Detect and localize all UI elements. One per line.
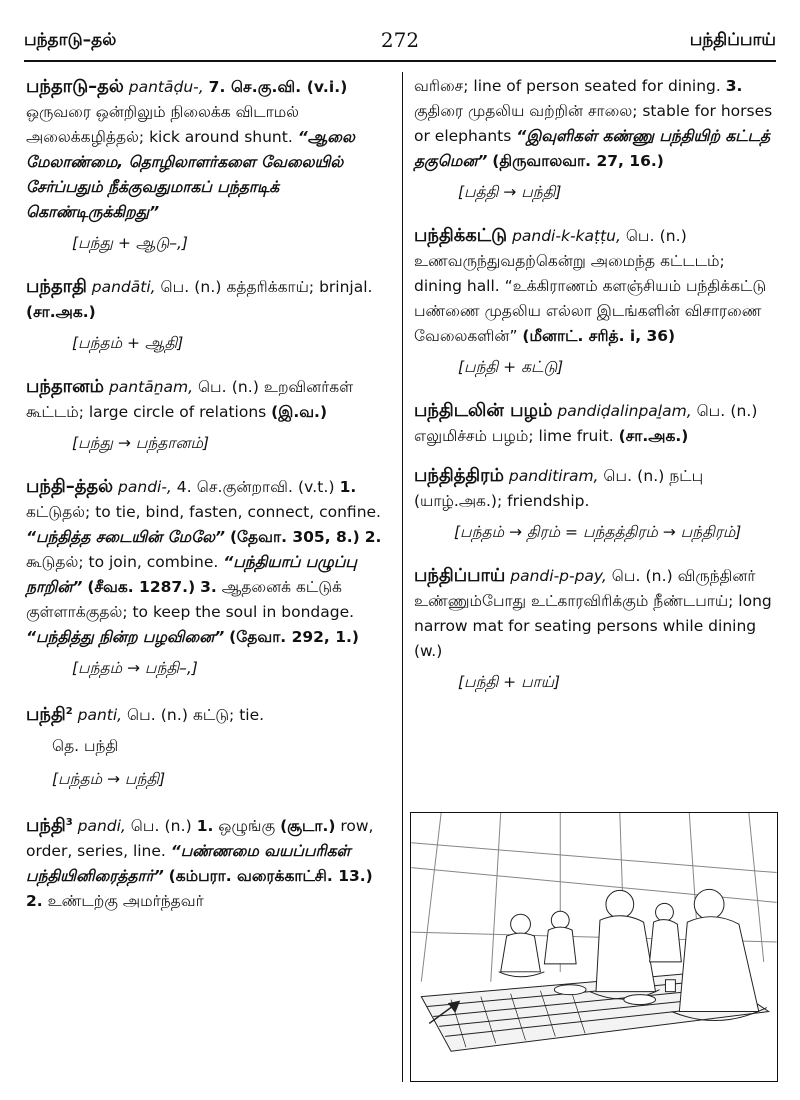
transliteration: pandi-p-pay, <box>510 567 607 585</box>
sense-tamil: ஒழுங்கு <box>218 817 276 836</box>
source-ref: (தேவா. 292, 1.) <box>229 628 359 646</box>
entry-panti-2 <box>26 699 390 792</box>
etymology: [பந்தி + கட்டு] <box>458 358 564 376</box>
sense-english: to keep the soul in bondage. <box>132 603 355 621</box>
seated-person-4 <box>650 903 682 962</box>
definition-tamil: கட்டு; <box>192 706 235 725</box>
dining-mat-illustration <box>410 812 778 1082</box>
source-ref: (w.) <box>414 642 443 660</box>
transliteration: pandi-k-kaṭṭu, <box>512 227 621 245</box>
sense-english: to tie, bind, fasten, connect, confine. <box>95 503 381 521</box>
header-right-guideword: பந்திப்பாய் <box>689 30 776 50</box>
dining-scene-drawing <box>411 813 777 1081</box>
transliteration: pandāti, <box>91 278 156 296</box>
headword: பந்தித்திரம் <box>414 465 504 486</box>
definition-tamil: உறவினர்கள் கூட்டம்; <box>26 378 354 421</box>
header-rule <box>24 60 776 62</box>
entry-pandati <box>26 274 390 356</box>
part-of-speech: 4. செ.குன்றாவி. (v.t.) <box>176 478 335 496</box>
transliteration: pantāḍu-, <box>128 78 204 96</box>
headword: பந்தானம் <box>26 376 105 397</box>
source-ref: (சா.அக.) <box>26 303 96 321</box>
definition-english: lime fruit. <box>538 427 614 445</box>
source-ref: (சீவக. 1287.) <box>87 578 196 596</box>
headword: பந்திடலின் பழம் <box>414 400 553 421</box>
entry-pandi-3-continued <box>414 74 776 205</box>
source-ref: (தேவா. 305, 8.) <box>229 528 360 546</box>
headword: பந்தாடு–தல் <box>26 76 124 97</box>
citation-quote: “பந்தித்த சடையின் மேலே” <box>26 528 226 546</box>
definition-tamil: விருந்தினர் உண்ணும்போது உட்காரவிரிக்கும் நீண்டபாய்; <box>414 567 756 610</box>
column-divider <box>402 72 403 1082</box>
sense-number: 3. <box>725 77 743 95</box>
sense-number: 2. <box>26 892 43 911</box>
source-ref: (சா.அக.) <box>618 427 689 445</box>
part-of-speech: பெ. (n.) <box>160 278 222 296</box>
citation-quote: “ஆலை மேலாண்மை, தொழிலாளர்களை வேலையில் சேர்ப்பதும் நீக்குவதுமாகப் பந்தாடிக் கொண்டிருக்கிறது” <box>26 128 355 221</box>
part-of-speech: பெ. (n.) <box>696 402 758 420</box>
sense-number: 2. <box>364 528 382 546</box>
headword: பந்தி <box>26 704 66 726</box>
seated-person-1 <box>499 914 545 977</box>
entry-pandidalin-palam <box>414 398 776 449</box>
left-column <box>26 74 390 922</box>
definition-tamil: எலுமிச்சம் பழம்; <box>414 427 534 445</box>
source-ref: (இ.வ.) <box>271 403 328 421</box>
page-number: 272 <box>380 28 420 52</box>
transliteration: pandi-, <box>118 478 172 496</box>
sense-number: 1. <box>339 478 357 496</box>
entry-pantanam <box>26 374 390 456</box>
sense-tamil: கூடுதல்; <box>26 553 84 571</box>
source-ref: (கம்பரா. வரைக்காட்சி. 13.) <box>168 867 373 886</box>
entry-pandikkattu <box>414 223 776 380</box>
etymology: [பந்தம் → பந்தி] <box>52 770 166 789</box>
etymology: [பந்து → பந்தானம்] <box>72 434 210 452</box>
citation-quote: “உக்கிராணம் களஞ்சியம் பந்திக்கட்டு பண்ணை முதலிய எல்லா இடங்களின் விசாரணை வேலைகளின்” <box>414 277 767 345</box>
part-of-speech: பெ. (n.) <box>127 706 189 725</box>
header-left-guideword: பந்தாடு–தல் <box>24 30 117 50</box>
entry-pantadu <box>26 74 390 256</box>
definition-english: kick around shunt. <box>149 128 293 146</box>
citation-quote: “பந்தித்து நின்ற பழவினை” <box>26 628 225 646</box>
etymology: [பந்தி + பாய்] <box>458 673 561 691</box>
transliteration: panditiram, <box>508 467 599 485</box>
source-ref: (மீனாட். சரித். i, 36) <box>522 327 676 345</box>
sense-tamil: குதிரை முதலிய வற்றின் சாலை; <box>414 102 638 120</box>
part-of-speech: பெ. (n.) <box>611 567 673 585</box>
transliteration: pantāṉam, <box>108 378 194 396</box>
right-column <box>414 74 776 713</box>
homograph-number: 3 <box>65 817 73 829</box>
etymology: [பந்தம் + ஆதி] <box>72 334 184 352</box>
headword: பந்தாதி <box>26 276 87 297</box>
page-header <box>24 22 776 62</box>
transliteration: pandi, <box>77 817 126 836</box>
seated-person-3 <box>590 890 659 999</box>
headword: பந்திப்பாய் <box>414 565 506 586</box>
citation-quote: “பந்தியாப் பழுப்பு நாறின்” <box>26 553 357 596</box>
continuation-english: line of person seated for dining. <box>473 77 721 95</box>
entry-pandi-3 <box>26 810 390 914</box>
citation-quote: “பண்ணமை வயப்பரிகள் பந்தியினிரைத்தார்” <box>26 842 351 886</box>
source-ref: (திருவாலவா. 27, 16.) <box>492 152 664 170</box>
headword: பந்திக்கட்டு <box>414 225 508 246</box>
transliteration: pandiḍalinpaḻam, <box>557 402 692 420</box>
seated-person-5 <box>671 889 766 1020</box>
entry-panditthal <box>26 474 390 681</box>
continuation-tamil: வரிசை; <box>414 77 469 95</box>
definition-english: friendship. <box>507 492 590 510</box>
entry-pandippay <box>414 563 776 695</box>
part-of-speech: பெ. (n.) <box>197 378 259 396</box>
definition-english: dining hall. <box>414 277 500 295</box>
citation-quote: “இவுளிகள் கண்ணு பந்தியிற் கட்டத் தகுமென” <box>414 127 771 170</box>
source-ref: (யாழ்.அக.); <box>414 492 503 510</box>
definition-tamil: கத்தரிக்காய்; <box>226 278 315 296</box>
etymology: [பந்து + ஆடு–,] <box>72 234 188 252</box>
headword: பந்தி <box>26 815 66 837</box>
sense-tamil: உண்டற்கு அமர்ந்தவர் <box>47 892 204 911</box>
entry-panditiram <box>414 463 776 545</box>
definition-english: long narrow mat for seating persons while dining <box>414 592 772 635</box>
sense-tamil: கட்டுதல்; <box>26 503 91 521</box>
definition-tamil: உணவருந்துவதற்கென்று அமைந்த கட்டடம்; <box>414 252 725 270</box>
part-of-speech: 7. செ.கு.வி. (v.i.) <box>208 78 348 96</box>
definition-tamil: ஒருவரை ஒன்றிலும் நிலைக்க விடாமல் அலைக்கழித்தல்; <box>26 103 300 146</box>
part-of-speech: பெ. (n.) <box>603 467 665 485</box>
etymology: [பந்தம் → திரம் = பந்தத்திரம் → பந்திரம்] <box>454 523 742 541</box>
part-of-speech: பெ. (n.) <box>130 817 192 836</box>
headword: பந்தி–த்தல் <box>26 476 114 497</box>
source-ref: (சூடா.) <box>280 817 336 836</box>
definition-english: brinjal. <box>319 278 373 296</box>
definition-tamil: நட்பு <box>669 467 704 485</box>
sense-english: stable for horses or elephants <box>414 102 773 145</box>
part-of-speech: பெ. (n.) <box>625 227 687 245</box>
sense-number: 3. <box>200 578 217 596</box>
seated-person-2 <box>544 911 576 964</box>
sense-tamil: ஆதனைக் கட்டுக் குள்ளாக்குதல்; <box>26 578 342 621</box>
definition-english: large circle of relations <box>88 403 267 421</box>
sense-number: 1. <box>196 817 214 836</box>
sense-english: to join, combine. <box>88 553 219 571</box>
etymology: [பந்தம் → பந்தி–,] <box>72 659 198 677</box>
etymology: [பத்தி → பந்தி] <box>458 183 562 201</box>
sense-english: row, order, series, line. <box>26 817 374 861</box>
cognate: தெ. பந்தி <box>52 737 119 756</box>
definition-english: tie. <box>239 706 265 725</box>
transliteration: panti, <box>77 706 123 725</box>
homograph-number: 2 <box>65 706 73 717</box>
